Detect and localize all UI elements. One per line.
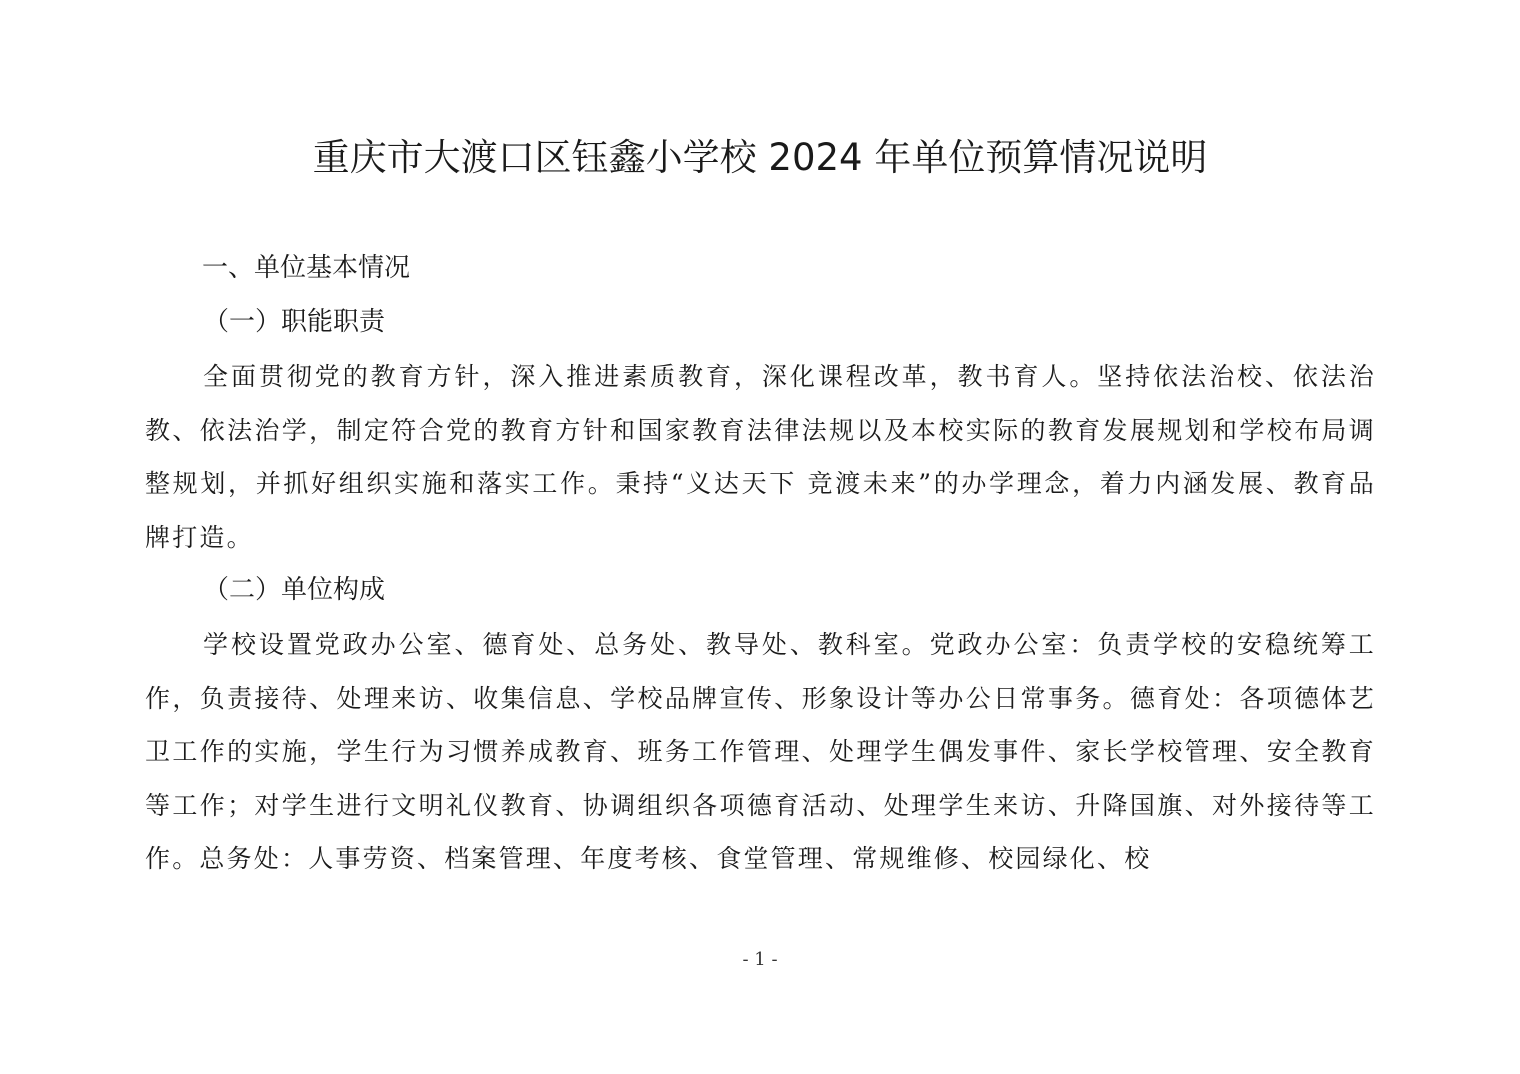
document-title: 重庆市大渡口区钰鑫小学校 2024 年单位预算情况说明	[312, 136, 1208, 179]
subsection-heading-composition: （二）单位构成	[203, 575, 386, 605]
subsection-heading-functions: （一）职能职责	[203, 307, 386, 337]
paragraph-functions: 全面贯彻党的教育方针，深入推进素质教育，深化课程改革，教书育人。坚持依法治校、依法治教、依法治学，制定符合党的教育方针和国家教育法律法规以及本校实际的教育发展规划和学校布局调整规划，并抓好组织实施和落实工作。秉持“义达天下 竞渡未来”的办学理念，着力内涵发展、教育品牌打造。	[145, 362, 1376, 552]
paragraph-composition: 学校设置党政办公室、德育处、总务处、教导处、教科室。党政办公室：负责学校的安稳统筹工作，负责接待、处理来访、收集信息、学校品牌宣传、形象设计等办公日常事务。德育处：各项德体艺卫工作的实施，学生行为习惯养成教育、班务工作管理、处理学生偶发事件、家长学校管理、安全教育等工作；对学生进行文明礼仪教育、协调组织各项德育活动、处理学生来访、升降国旗、对外接待等工作。总务处：人事劳资、档案管理、年度考核、食堂管理、常规维修、校园绿化、校	[145, 630, 1376, 874]
page-number: - 1 -	[742, 949, 778, 970]
section-heading-basic-info: 一、单位基本情况	[202, 253, 411, 283]
